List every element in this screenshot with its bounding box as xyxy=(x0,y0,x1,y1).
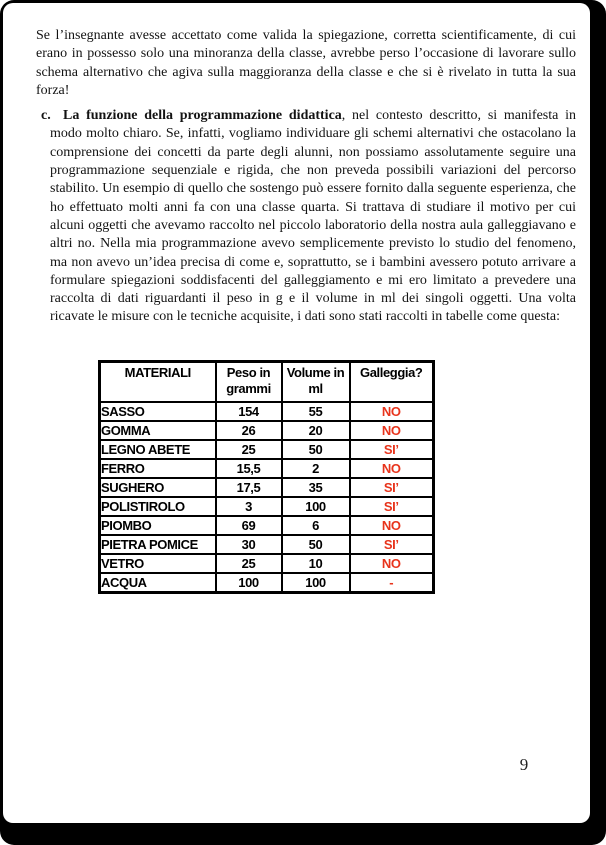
header-volume: Volume in ml xyxy=(282,361,350,402)
cell-galleggia: NO xyxy=(350,554,434,573)
cell-peso: 25 xyxy=(216,554,282,573)
table-row xyxy=(100,421,434,440)
table-row xyxy=(100,440,434,459)
list-item-c-marker: c. xyxy=(41,108,51,124)
cell-material: PIOMBO xyxy=(100,516,216,535)
list-item-c-bold-lead: La funzione della programmazione didattica xyxy=(63,108,342,124)
cell-material: ACQUA xyxy=(100,573,216,593)
cell-volume: 35 xyxy=(282,478,350,497)
document-page xyxy=(3,3,590,823)
table-row xyxy=(100,573,434,593)
cell-peso: 30 xyxy=(216,535,282,554)
table-row xyxy=(100,402,434,421)
paragraph-intro: Se l’insegnante avesse accettato come valida la spiegazione, corretta scientificamente, di cui erano in possesso solo una minoranza della classe, avrebbe perso l’occasione di lavorare sullo schema alternativo che agiva sulla maggioranza della classe e che si è rivelato in tutta la sua forza! xyxy=(36,28,576,98)
header-peso: Peso in grammi xyxy=(216,361,282,402)
cell-galleggia: SI’ xyxy=(350,497,434,516)
cell-peso: 25 xyxy=(216,440,282,459)
cell-galleggia: - xyxy=(350,573,434,593)
cell-peso: 154 xyxy=(216,402,282,421)
cell-peso: 17,5 xyxy=(216,478,282,497)
cell-material: GOMMA xyxy=(100,421,216,440)
table-row xyxy=(100,554,434,573)
cell-volume: 100 xyxy=(282,573,350,593)
cell-galleggia: SI’ xyxy=(350,440,434,459)
cell-galleggia: NO xyxy=(350,459,434,478)
materials-table xyxy=(98,360,435,594)
cell-peso: 100 xyxy=(216,573,282,593)
table-row xyxy=(100,535,434,554)
cell-material: PIETRA POMICE xyxy=(100,535,216,554)
cell-volume: 55 xyxy=(282,402,350,421)
cell-peso: 26 xyxy=(216,421,282,440)
cell-material: POLISTIROLO xyxy=(100,497,216,516)
cell-peso: 3 xyxy=(216,497,282,516)
cell-volume: 10 xyxy=(282,554,350,573)
header-galleggia: Galleggia? xyxy=(350,361,434,402)
table-row xyxy=(100,516,434,535)
cell-peso: 15,5 xyxy=(216,459,282,478)
cell-galleggia: SI’ xyxy=(350,535,434,554)
cell-material: LEGNO ABETE xyxy=(100,440,216,459)
cell-galleggia: SI’ xyxy=(350,478,434,497)
cell-volume: 20 xyxy=(282,421,350,440)
cell-material: VETRO xyxy=(100,554,216,573)
table-header-row xyxy=(100,361,434,402)
cell-peso: 69 xyxy=(216,516,282,535)
cell-volume: 100 xyxy=(282,497,350,516)
cell-volume: 50 xyxy=(282,440,350,459)
table-row xyxy=(100,478,434,497)
table-row xyxy=(100,459,434,478)
cell-material: SASSO xyxy=(100,402,216,421)
cell-volume: 50 xyxy=(282,535,350,554)
list-item-c-text xyxy=(50,107,576,327)
cell-galleggia: NO xyxy=(350,421,434,440)
header-materiali: MATERIALI xyxy=(100,361,216,402)
cell-material: FERRO xyxy=(100,459,216,478)
cell-galleggia: NO xyxy=(350,516,434,535)
list-item-c-body: , nel contesto descritto, si manifesta in modo molto chiaro. Se, infatti, vogliamo individuare gli schemi alternativi che ostacolano la comprensione dei concetti da parte degli alunni, non possiamo assolutamente seguire una programmazione sequenziale e rigida, che non preveda possibili variazioni del percorso stabilito. Un esempio di quello che sostengo può essere fornito dalla seguente esperienza, che ho effettuato molti anni fa con una classe quarta. Si trattava di studiare il motivo per cui alcuni oggetti che avevamo raccolto nel piccolo laboratorio della nostra aula galleggiavano e altri no. Nella mia programmazione avevo semplicemente previsto lo studio del fenomeno, ma non avevo un’idea precisa di come e, soprattutto, se i bambini avessero potuto arrivare a formulare spiegazioni soddisfacenti del galleggiamento e mi ero limitato a prevedere una raccolta di dati riguardanti il peso in g e il volume in ml dei singoli oggetti. Una volta ricavate le misure con le tecniche acquisite, i dati sono stati raccolti in tabelle come questa: xyxy=(50,108,576,325)
cell-material: SUGHERO xyxy=(100,478,216,497)
table-row xyxy=(100,497,434,516)
cell-volume: 2 xyxy=(282,459,350,478)
list-item-c xyxy=(36,107,576,327)
cell-volume: 6 xyxy=(282,516,350,535)
page-content xyxy=(36,27,576,594)
cell-galleggia: NO xyxy=(350,402,434,421)
page-number: 9 xyxy=(519,755,529,774)
